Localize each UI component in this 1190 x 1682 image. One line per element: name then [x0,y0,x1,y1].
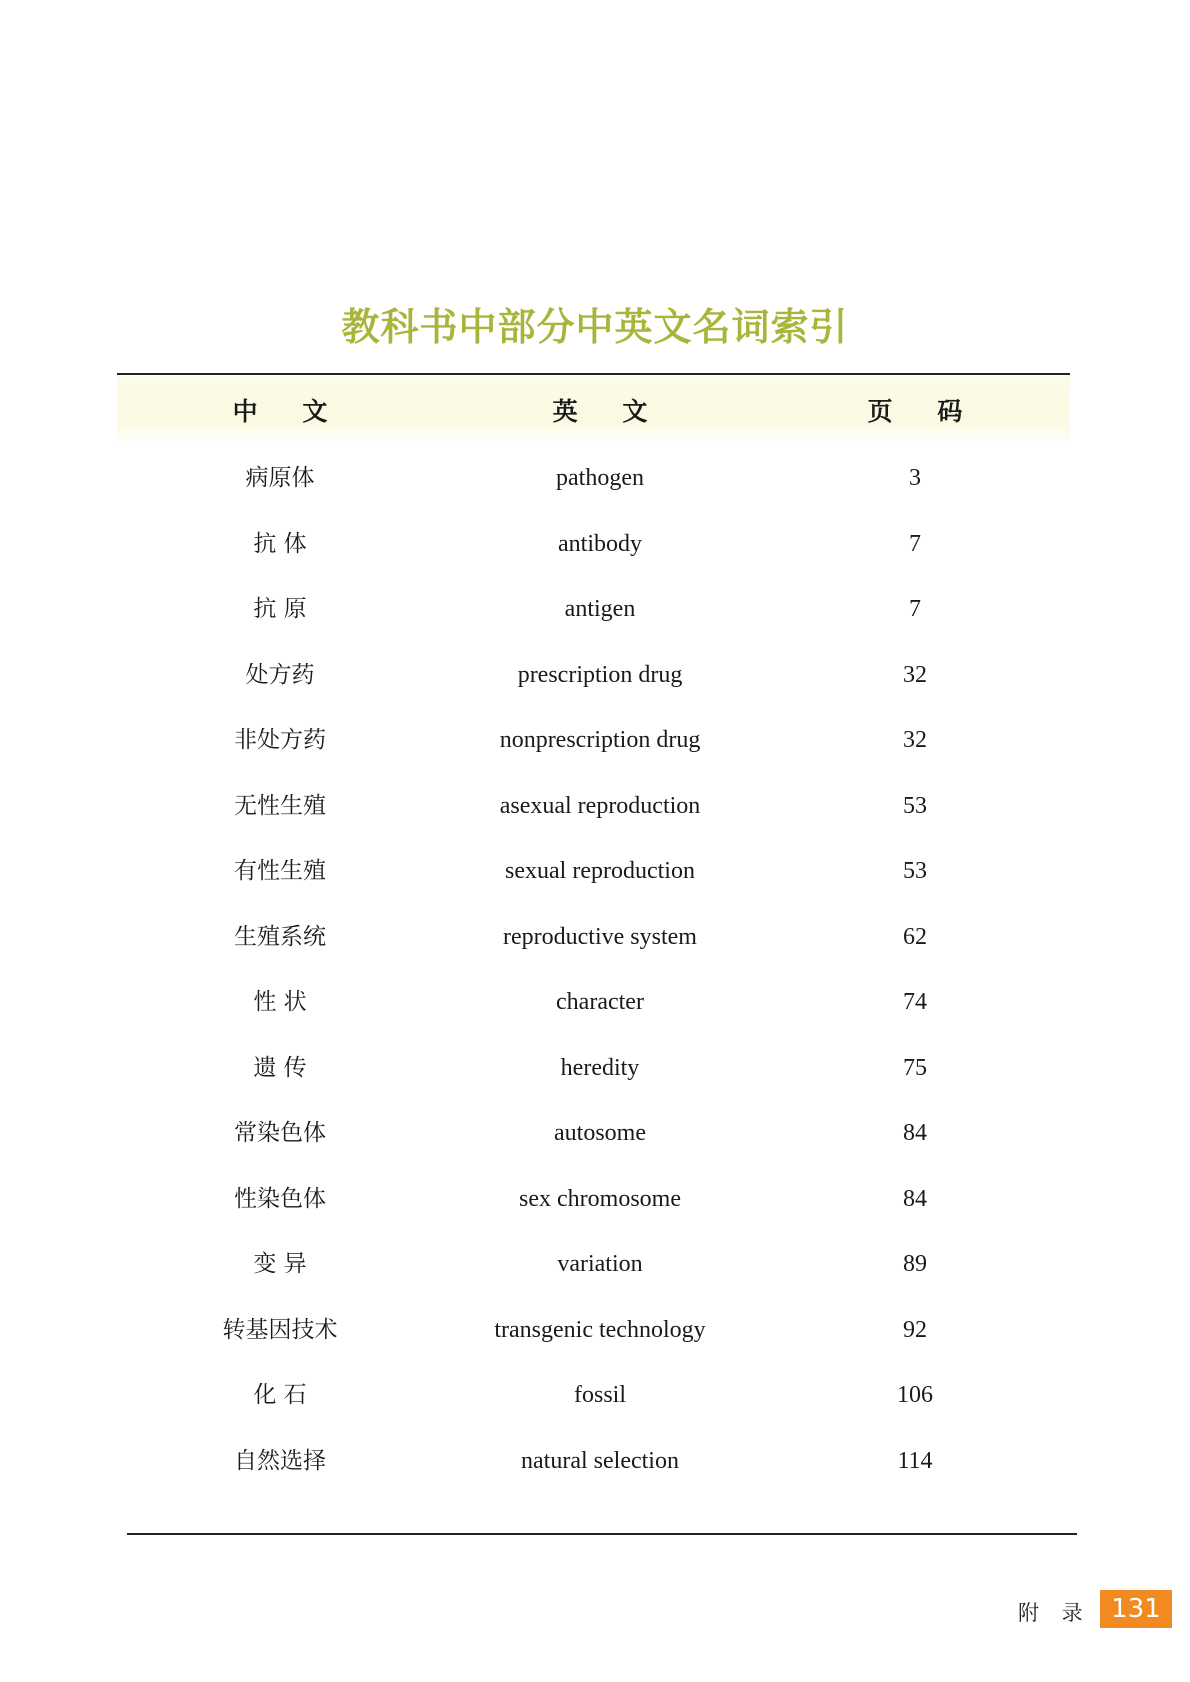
term-chinese: 病原体 [245,465,315,491]
page-number-badge: 131 [1100,1590,1172,1628]
term-english: prescription drug [517,662,683,688]
term-chinese: 生殖系统 [234,924,326,950]
table-row [0,786,1190,826]
term-page: 106 [897,1382,933,1408]
term-chinese: 变 异 [253,1251,307,1277]
term-chinese: 化 石 [253,1382,307,1408]
header-chinese: 中 文 [232,397,346,426]
term-english: sex chromosome [519,1186,681,1212]
term-english: heredity [560,1055,640,1081]
term-chinese: 处方药 [245,662,315,688]
term-page: 32 [903,662,927,688]
term-page: 53 [903,793,927,819]
table-row [0,458,1190,498]
term-english: sexual reproduction [505,858,695,884]
term-english: pathogen [556,465,644,491]
header-english: 英 文 [552,397,666,426]
term-page: 84 [903,1120,927,1146]
table-top-rule [117,373,1070,375]
table-row [0,524,1190,564]
table-row [0,1179,1190,1219]
table-row [0,917,1190,957]
term-page: 114 [897,1448,933,1474]
term-english: antibody [558,531,642,557]
term-page: 62 [903,924,927,950]
term-english: nonprescription drug [499,727,701,753]
table-row [0,1441,1190,1481]
term-page: 53 [903,858,927,884]
term-page: 3 [909,465,921,491]
term-page: 75 [903,1055,927,1081]
term-page: 32 [903,727,927,753]
table-row [0,589,1190,629]
term-chinese: 转基因技术 [222,1317,338,1343]
term-chinese: 抗 原 [253,596,307,622]
term-page: 7 [909,531,921,557]
term-english: asexual reproduction [499,793,701,819]
term-english: character [556,989,644,1015]
term-english: variation [557,1251,643,1277]
table-row [0,1244,1190,1284]
table-row [0,982,1190,1022]
term-chinese: 性染色体 [234,1186,326,1212]
term-chinese: 非处方药 [234,727,326,753]
term-english: antigen [564,596,636,622]
term-chinese: 自然选择 [234,1448,326,1474]
term-chinese: 常染色体 [234,1120,326,1146]
table-row [0,851,1190,891]
term-chinese: 无性生殖 [234,793,326,819]
table-row [0,1375,1190,1415]
term-english: transgenic technology [494,1317,706,1343]
term-chinese: 遗 传 [253,1055,307,1081]
term-page: 7 [909,596,921,622]
section-label: 附 录 [1018,1601,1091,1625]
term-page: 74 [903,989,927,1015]
term-page: 84 [903,1186,927,1212]
table-row [0,1048,1190,1088]
table-bottom-rule [127,1533,1077,1535]
term-page: 92 [903,1317,927,1343]
table-row [0,655,1190,695]
term-english: autosome [554,1120,646,1146]
term-chinese: 抗 体 [253,531,307,557]
term-english: reproductive system [503,924,697,950]
term-chinese: 性 状 [253,989,307,1015]
term-english: fossil [573,1382,626,1408]
term-chinese: 有性生殖 [234,858,326,884]
page-title: 教科书中部分中英文名词索引 [341,305,849,349]
term-english: natural selection [521,1448,679,1474]
table-row [0,1113,1190,1153]
term-page: 89 [903,1251,927,1277]
header-page: 页 码 [867,397,981,426]
table-row [0,720,1190,760]
table-row [0,1310,1190,1350]
